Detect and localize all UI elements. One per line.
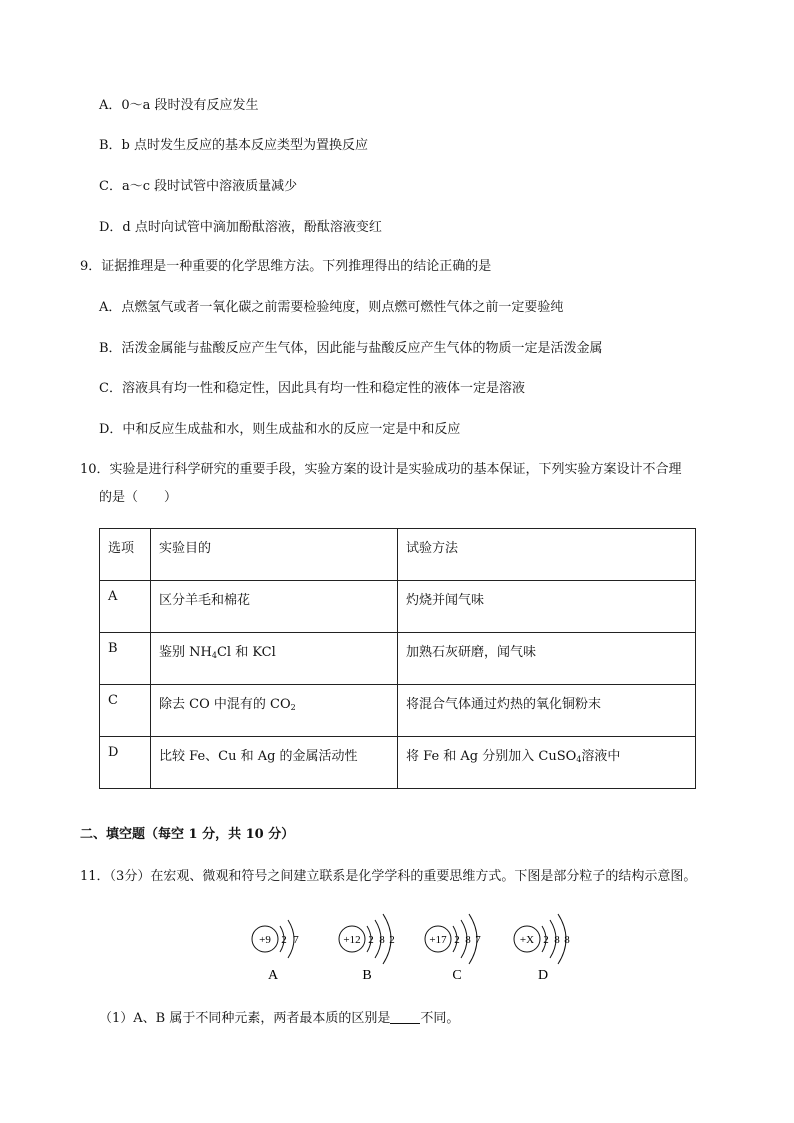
label-b: B: [362, 968, 372, 983]
table-row: [100, 633, 696, 685]
shell-b-2: 8: [379, 934, 385, 946]
q9-stem: 9．证据推理是一种重要的化学思维方法。下列推理得出的结论正确的是: [80, 259, 492, 274]
header-goal: 实验目的: [151, 529, 398, 581]
row-method: 灼烧并闻气味: [398, 581, 696, 633]
experiment-table: [99, 528, 696, 789]
table-row: [100, 581, 696, 633]
row-method: 将混合气体通过灼热的氧化铜粉末: [398, 685, 696, 737]
q10-stem-line1: 10．实验是进行科学研究的重要手段，实验方案的设计是实验成功的基本保证，下列实验方案设计不合理: [80, 462, 682, 477]
row-goal: 比较 Fe、Cu 和 Ag 的金属活动性: [151, 737, 398, 789]
row-option: A: [100, 581, 151, 633]
row-goal: 除去 CO 中混有的 $CO_2$: [151, 685, 398, 737]
shell-d-2: 8: [554, 934, 560, 946]
table-row: [100, 737, 696, 789]
row-option: C: [100, 685, 151, 737]
row-goal: 鉴别 $NH_4Cl$ 和 KCl: [151, 633, 398, 685]
q9-option-a: A．点燃氢气或者一氧化碳之前需要检验纯度，则点燃可燃性气体之前一定要验纯: [99, 300, 564, 315]
header-option: 选项: [100, 529, 151, 581]
q11-stem: 11．（3分）在宏观、微观和符号之间建立联系是化学学科的重要思维方式。下图是部分粒子的结构示意图。: [80, 869, 697, 884]
nucleus-b: +12: [343, 934, 361, 946]
label-a: A: [267, 968, 279, 983]
particle-d: [514, 914, 570, 983]
table-header-row: [100, 529, 696, 581]
q8-option-a: A．0～a 段时没有反应发生: [99, 98, 259, 113]
particle-a: [252, 920, 299, 983]
header-method: 试验方法: [398, 529, 696, 581]
row-goal: 区分羊毛和棉花: [151, 581, 398, 633]
q9-option-b: B．活泼金属能与盐酸反应产生气体，因此能与盐酸反应产生气体的物质一定是活泼金属: [99, 341, 603, 356]
shell-d-3: 8: [564, 934, 570, 946]
q9-option-d: D．中和反应生成盐和水，则生成盐和水的反应一定是中和反应: [99, 422, 461, 437]
label-c: C: [452, 968, 462, 983]
label-d: D: [537, 968, 549, 983]
shell-d-1: 2: [543, 934, 549, 946]
answer-blank: [390, 1010, 420, 1024]
q10-stem-line2: 的是（ ）: [99, 490, 178, 505]
q8-option-d: D．d 点时向试管中滴加酚酞溶液，酚酞溶液变红: [99, 220, 382, 235]
shell-b-1: 2: [368, 934, 374, 946]
particle-c: [425, 914, 481, 983]
table-row: [100, 685, 696, 737]
nucleus-d: +X: [519, 934, 535, 946]
nucleus-c: +17: [429, 934, 447, 946]
particle-structure-diagram: [240, 902, 600, 992]
q8-option-c: C．a～c 段时试管中溶液质量减少: [99, 179, 298, 194]
shell-c-2: 8: [465, 934, 471, 946]
row-method: 将 Fe 和 Ag 分别加入 CuSO$_4$溶液中: [398, 737, 696, 789]
shell-a-2: 7: [293, 934, 299, 946]
q8-option-b: B．b 点时发生反应的基本反应类型为置换反应: [99, 138, 369, 153]
shell-c-1: 2: [454, 934, 460, 946]
row-method: 加熟石灰研磨，闻气味: [398, 633, 696, 685]
q9-option-c: C．溶液具有均一性和稳定性，因此具有均一性和稳定性的液体一定是溶液: [99, 381, 525, 396]
particle-b: [339, 914, 395, 983]
nucleus-a: +9: [259, 934, 271, 946]
row-option: B: [100, 633, 151, 685]
row-option: D: [100, 737, 151, 789]
shell-c-3: 7: [475, 934, 481, 946]
shell-a-1: 2: [281, 934, 287, 946]
q11-subquestion-1: （1）A、B 属于不同种元素，两者最本质的区别是 不同。: [99, 1011, 460, 1026]
section-heading: 二、填空题（每空 1 分，共 10 分）: [80, 827, 295, 842]
shell-b-3: 2: [389, 934, 395, 946]
